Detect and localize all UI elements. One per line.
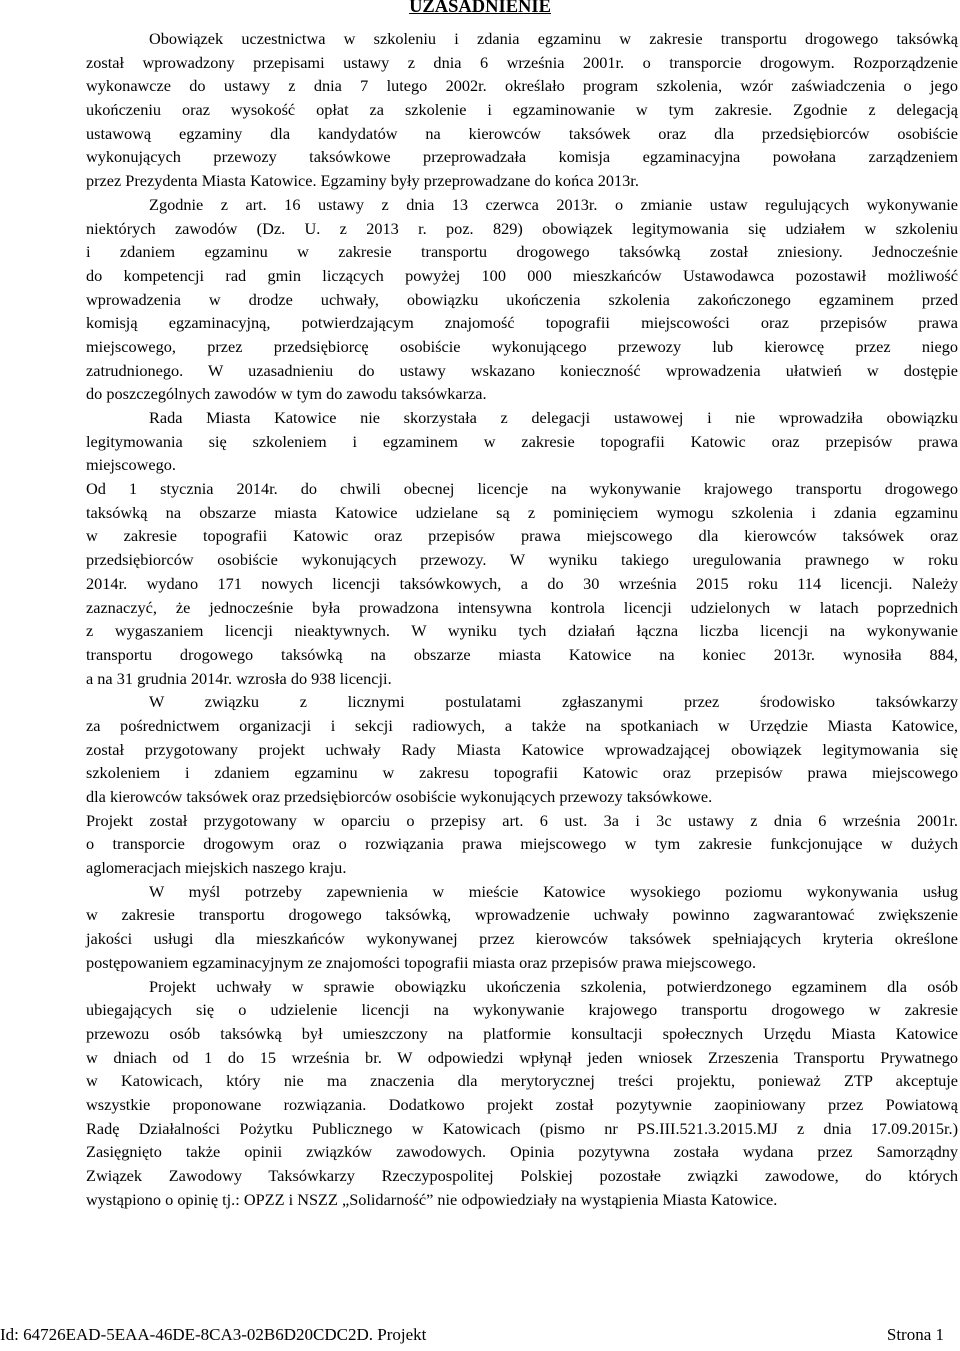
text-line: Od 1 stycznia 2014r. do chwili obecnej licencje na wykonywanie krajowego transportu drogowego [86, 479, 958, 499]
text-line: Obowiązek uczestnictwa w szkoleniu i zdania egzaminu w zakresie transportu drogowego taksówką [149, 29, 958, 48]
text-line: ubiegających się o udzielenie licencji na wykonywanie krajowego transportu drogowego w zakresie [86, 1000, 958, 1020]
text-line: Związek Zawodowy Taksówkarzy Rzeczypospolitej Polskiej pozostałe związki zawodowe, do których [86, 1166, 958, 1185]
text-line: wykonujących przewozy taksówkowe przeprowadzała komisja egzaminacyjna powołana zarządzeniem [86, 147, 958, 167]
text-line: Radę Działalności Pożytku Publicznego w Katowicach (pismo nr PS.III.521.3.2015.MJ z dnia 17.09.2015r.) [86, 1118, 958, 1138]
text-line: został wprowadzony przepisami ustawy z dnia 6 września 2001r. o transporcie drogowym. Rozporządzenie [86, 52, 958, 72]
text-line: W związku z licznymi postulatami zgłaszanymi przez środowisko taksówkarzy [149, 692, 958, 712]
page-title: UZASADNIENIE [409, 0, 551, 17]
text-line: przewozu osób taksówką był umieszczony na platformie konsultacji społecznych Urzędu Miasta Katowice [86, 1023, 958, 1043]
text-line: wszystkie proponowane rozwiązania. Dodatkowo projekt został pozytywnie zaopiniowany przez Powiatową [86, 1094, 958, 1114]
text-line: do poszczególnych zawodów w tym do zawodu taksówkarza. [86, 384, 487, 404]
text-line: z wygaszaniem licencji nieaktywnych. W wyniku tych działań łączna liczba licencji na wykonywanie [86, 621, 958, 641]
text-line: transportu drogowego taksówką na obszarze miasta Katowice na koniec 2013r. wynosiła 884, [86, 644, 958, 664]
text-line: komisją egzaminacyjną, potwierdzającym znajomość topografii miejscowości oraz przepisów prawa [86, 313, 958, 333]
text-line: miejscowego. [86, 455, 176, 475]
text-line: W myśl potrzeby zapewnienia w mieście Katowice wysokiego poziomu wykonywania usług [149, 881, 958, 901]
text-line: a na 31 grudnia 2014r. wzrosła do 938 licencji. [86, 668, 392, 688]
text-line: za pośrednictwem organizacji i sekcji radiowych, a także na spotkaniach w Urzędzie Miasta Katowice, [86, 715, 958, 735]
text-line: Rada Miasta Katowice nie skorzystała z delegacji ustawowej i nie wprowadziła obowiązku [149, 408, 958, 427]
text-line: ukończeniu oraz wysokość opłat za szkolenie i egzaminowanie w tym zakresie. Zgodnie z delegacją [86, 100, 958, 120]
document-id: Id: 64726EAD-5EAA-46DE-8CA3-02B6D20CDC2D. Projekt [0, 1325, 427, 1344]
text-line: do kompetencji rad gmin liczących powyżej 100 000 mieszkańców Ustawodawca pozostawił możliwość [86, 265, 958, 285]
page-number: Strona 1 [886, 1325, 944, 1344]
text-line: 2014r. wydano 171 nowych licencji taksówkowych, a do 30 września 2015 roku 114 licencji. Należy [86, 573, 958, 593]
text-line: ustawową egzaminy dla kandydatów na kierowców taksówek oraz dla przedsiębiorców osobiście [86, 123, 958, 143]
text-line: zaznaczyć, że jednocześnie była prowadzona intensywna kontrola licencji udzielonych w latach poprzednich [86, 597, 958, 617]
text-line: został przygotowany projekt uchwały Rady Miasta Katowice wprowadzającej obowiązek legitymowania się [86, 739, 958, 759]
text-line: Projekt uchwały w sprawie obowiązku ukończenia szkolenia, potwierdzonego egzaminem dla osób [149, 976, 958, 996]
text-line: w dniach od 1 do 15 września br. W odpowiedzi wpłynął jeden wniosek Zrzeszenia Transportu Prywatnego [86, 1047, 958, 1067]
text-line: o transporcie drogowym oraz o rozwiązania prawa miejscowego w tym zakresie funkcjonujące w dużych [86, 834, 958, 854]
text-line: miejscowego, przez przedsiębiorcę osobiście wykonującego przewozy lub kierowcę przez niego [86, 336, 958, 356]
text-line: dla kierowców taksówek oraz przedsiębiorców osobiście wykonujących przewozy taksówkowe. [86, 787, 713, 806]
text-line: przez Prezydenta Miasta Katowice. Egzaminy były przeprowadzane do końca 2013r. [86, 171, 639, 191]
text-line: taksówką na obszarze miasta Katowice udzielane są z pominięciem wymogu szkolenia i zdania egzaminu [86, 502, 958, 522]
text-line: wykonawcze do ustawy z dnia 7 lutego 2002r. określało program szkolenia, wzór zaświadczenia o jego [86, 76, 958, 96]
text-line: aglomeracjach miejskich naszego kraju. [86, 858, 347, 878]
text-line: wystąpiono o opinię tj.: OPZZ i NSZZ „Solidarność” nie odpowiedziały na wystąpienia Miasta Katowice. [86, 1189, 778, 1209]
text-line: niektórych zawodów (Dz. U. z 2013 r. poz. 829) obowiązek legitymowania się udziałem w szkoleniu [86, 218, 958, 238]
text-line: i zdaniem egzaminu w zakresie transportu drogowego taksówką został zniesiony. Jednocześnie [86, 242, 958, 262]
text-line: zatrudnionego. W uzasadnieniu do ustawy wskazano konieczność wprowadzenia ułatwień w dostępie [86, 360, 958, 380]
text-line: przedsiębiorców osobiście wykonujących przewozy. W wyniku takiego uregulowania prawnego w roku [86, 550, 958, 570]
text-line: jakości usługi dla mieszkańców wykonywanej przez kierowców taksówek spełniających kryteria określone [86, 929, 958, 949]
text-line: w zakresie transportu drogowego taksówką, wprowadzenie uchwały powinno zagwarantować zwiększenie [86, 905, 958, 925]
text-line: Zgodnie z art. 16 ustawy z dnia 13 czerwca 2013r. o zmianie ustaw regulujących wykonywanie [149, 194, 958, 214]
document-body [86, 27, 958, 1211]
text-line: postępowaniem egzaminacyjnym ze znajomości topografii miasta oraz przepisów prawa miejscowego. [86, 952, 757, 972]
text-line: legitymowania się szkoleniem i egzaminem w zakresie topografii Katowic oraz przepisów prawa [86, 431, 958, 451]
text-line: w zakresie topografii Katowic oraz przepisów prawa miejscowego dla kierowców taksówek oraz [86, 526, 958, 546]
text-line: wprowadzenia w drodze uchwały, obowiązku ukończenia szkolenia zakończonego egzaminem przed [86, 289, 958, 309]
text-line: Zasięgnięto także opinii związków zawodowych. Opinia pozytywna została wydana przez Samorządny [86, 1142, 958, 1162]
text-line: Projekt został przygotowany w oparciu o przepisy art. 6 ust. 3a i 3c ustawy z dnia 6 września 2001r. [86, 810, 958, 830]
text-line: w Katowicach, który nie ma znaczenia dla merytorycznej treści projektu, ponieważ ZTP akceptuje [86, 1071, 958, 1091]
text-line: szkoleniem i zdaniem egzaminu w zakresu topografii Katowic oraz przepisów prawa miejscowego [86, 763, 958, 783]
